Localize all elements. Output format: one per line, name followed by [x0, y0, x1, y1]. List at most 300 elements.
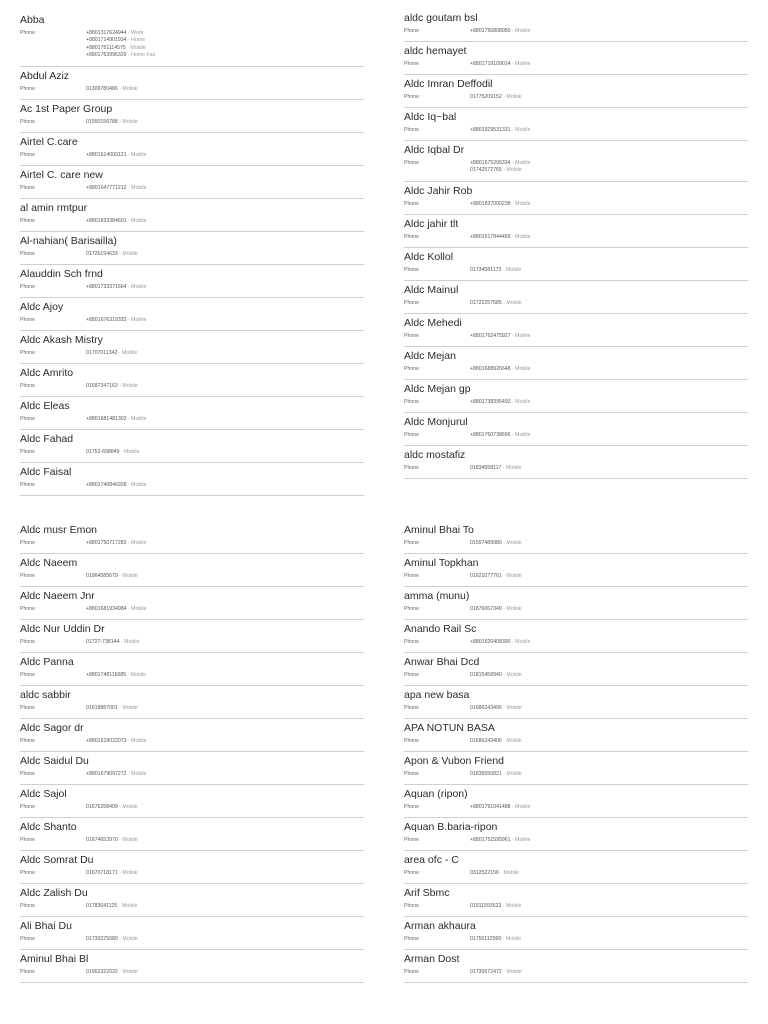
- contact-entry[interactable]: [20, 67, 364, 100]
- contact-name[interactable]: Arman Dost: [404, 953, 460, 965]
- phone-number[interactable]: 01674653970: [86, 837, 118, 843]
- label-separator: ·: [510, 28, 516, 34]
- contact-name[interactable]: Aldc Mejan: [404, 350, 456, 362]
- phone-number[interactable]: 01621077761: [470, 573, 502, 579]
- phone-label: Mobile: [506, 672, 522, 678]
- contact-name[interactable]: Aldc Eleas: [20, 400, 70, 412]
- contact-entry[interactable]: [404, 653, 748, 686]
- phone-number[interactable]: +8801676319333: [86, 317, 127, 323]
- contact-entry[interactable]: [404, 686, 748, 719]
- phone-list: [470, 540, 748, 547]
- phone-type-label: Phone: [20, 903, 36, 909]
- phone-number[interactable]: 0312522156: [470, 870, 499, 876]
- contact-entry[interactable]: [20, 265, 364, 298]
- contact-name[interactable]: Aldc Sagor dr: [20, 722, 84, 734]
- phone-line: [86, 152, 364, 159]
- contact-entry[interactable]: [20, 199, 364, 232]
- phone-row: [404, 366, 748, 373]
- phone-number[interactable]: 01815458940: [470, 672, 502, 678]
- contact-name[interactable]: Aldc Mainul: [404, 284, 459, 296]
- contact-entry[interactable]: [404, 75, 748, 108]
- contact-entry[interactable]: [404, 752, 748, 785]
- contact-name[interactable]: amma (munu): [404, 590, 470, 602]
- phone-type-label: Phone: [20, 152, 36, 158]
- contact-name[interactable]: Aldc Naeem Jnr: [20, 590, 95, 602]
- phone-label: Mobile: [122, 837, 138, 843]
- phone-number[interactable]: 01836550821: [470, 771, 502, 777]
- contact-entry[interactable]: [404, 413, 748, 446]
- phone-row: [404, 432, 748, 439]
- contact-name[interactable]: Aldc Iqbal Dr: [404, 144, 465, 156]
- phone-label: Mobile: [515, 333, 531, 339]
- contact-entry[interactable]: [20, 884, 364, 917]
- phone-label: Mobile: [121, 350, 138, 356]
- contact-entry[interactable]: [404, 248, 748, 281]
- contact-name[interactable]: apa new basa: [404, 689, 470, 701]
- phone-number[interactable]: +8801751114575: [86, 44, 126, 51]
- phone-label: Mobile: [506, 94, 522, 100]
- phone-number[interactable]: +8801688926648: [470, 366, 511, 372]
- contact-entry[interactable]: [20, 917, 364, 950]
- contact-entry[interactable]: [20, 397, 364, 430]
- phone-row: [20, 350, 364, 357]
- contact-entry[interactable]: [404, 446, 748, 479]
- contact-entry[interactable]: [20, 298, 364, 331]
- phone-line: [470, 267, 748, 274]
- label-separator: ·: [126, 771, 132, 777]
- contact-entry[interactable]: [20, 719, 364, 752]
- phone-number[interactable]: +8801746846928: [86, 482, 127, 488]
- label-separator: ·: [510, 234, 516, 240]
- phone-number[interactable]: +8801929531331: [470, 127, 511, 133]
- contact-entry[interactable]: [20, 463, 364, 496]
- phone-row: [20, 383, 364, 390]
- contact-name[interactable]: Aldc Saidul Du: [20, 755, 89, 767]
- phone-label: Mobile: [131, 606, 147, 612]
- phone-number[interactable]: 01707011342: [86, 350, 118, 356]
- label-separator: ·: [126, 152, 132, 158]
- phone-type-label: Phone: [404, 61, 420, 67]
- phone-row: [20, 317, 364, 324]
- phone-list: [470, 936, 748, 943]
- phone-number[interactable]: +8801791041488: [470, 804, 511, 810]
- label-separator: ·: [126, 672, 131, 678]
- contact-entry[interactable]: [404, 347, 748, 380]
- contact-entry[interactable]: [20, 950, 364, 983]
- phone-type-label: Phone: [20, 350, 36, 356]
- contact-name[interactable]: al amin rmtpur: [20, 202, 88, 214]
- contact-entry[interactable]: [404, 884, 748, 917]
- phone-list: [470, 738, 748, 745]
- phone-list: [86, 903, 364, 910]
- label-separator: ·: [117, 969, 123, 975]
- contact-name[interactable]: Aldc Kollol: [404, 251, 454, 263]
- phone-list: [470, 465, 748, 472]
- phone-row: [20, 540, 364, 547]
- phone-list: [86, 573, 364, 580]
- phone-row: [20, 606, 364, 613]
- contact-name[interactable]: Aminul Topkhan: [404, 557, 479, 569]
- phone-list: [86, 870, 364, 877]
- phone-number[interactable]: 01775209152: [470, 94, 502, 100]
- phone-number[interactable]: +8801681481303: [86, 416, 127, 422]
- phone-list: [470, 432, 748, 439]
- phone-number[interactable]: +8801833384601: [86, 218, 127, 224]
- phone-list: [86, 416, 364, 423]
- contact-name[interactable]: Aldc Faisal: [20, 466, 72, 478]
- phone-line: [470, 160, 748, 167]
- contact-name[interactable]: Anwar Bhai Dcd: [404, 656, 480, 668]
- contact-name[interactable]: Alauddin Sch frnd: [20, 268, 103, 280]
- contact-entry[interactable]: [404, 917, 748, 950]
- phone-number[interactable]: +8801620408390: [470, 639, 511, 645]
- phone-number[interactable]: 01962322032: [86, 969, 118, 975]
- phone-number[interactable]: 01309780486: [86, 86, 118, 92]
- phone-list: [86, 540, 364, 547]
- contact-name[interactable]: Al-nahian( Barisailla): [20, 235, 117, 247]
- contact-entry[interactable]: [404, 314, 748, 347]
- contact-name[interactable]: Aquan (ripon): [404, 788, 468, 800]
- contact-entry[interactable]: [404, 42, 748, 75]
- phone-label: Mobile: [515, 160, 531, 166]
- phone-line: [86, 969, 364, 976]
- phone-line: [86, 738, 364, 745]
- phone-type-label: Phone: [20, 969, 36, 975]
- phone-line: [86, 119, 364, 126]
- label-separator: ·: [117, 870, 123, 876]
- contact-entry[interactable]: [20, 686, 364, 719]
- phone-number[interactable]: 01670718171: [86, 870, 118, 876]
- label-separator: ·: [501, 606, 507, 612]
- contact-name[interactable]: Aldc Nur Uddin Dr: [20, 623, 105, 635]
- contact-entry[interactable]: [404, 719, 748, 752]
- contact-entry[interactable]: [404, 950, 748, 983]
- contact-entry[interactable]: [404, 818, 748, 851]
- phone-list: [86, 482, 364, 489]
- contact-name[interactable]: Ac 1st Paper Group: [20, 103, 113, 115]
- contact-name[interactable]: area ofc - C: [404, 854, 459, 866]
- phone-row: [20, 86, 364, 93]
- contact-entry[interactable]: [20, 818, 364, 851]
- contact-entry[interactable]: [404, 620, 748, 653]
- contact-entry[interactable]: [20, 851, 364, 884]
- phone-number[interactable]: 01750112990: [470, 936, 502, 942]
- phone-row: [404, 234, 748, 241]
- phone-number[interactable]: 01736672472: [470, 969, 502, 975]
- phone-label: Mobile: [506, 300, 522, 306]
- phone-line: [86, 30, 364, 37]
- phone-number[interactable]: 01686243406: [470, 705, 502, 711]
- contact-name[interactable]: Airtel C.care: [20, 136, 78, 148]
- phone-row: [404, 300, 748, 307]
- contact-name[interactable]: Arman akhaura: [404, 920, 476, 932]
- contacts-column-top-right: [404, 9, 748, 479]
- phone-number[interactable]: +8801317624944: [86, 30, 127, 36]
- contact-entry[interactable]: [20, 133, 364, 166]
- phone-row: [20, 936, 364, 943]
- contact-name[interactable]: aldc goutam bsl: [404, 12, 478, 24]
- contact-name[interactable]: APA NOTUN BASA: [404, 722, 495, 734]
- label-separator: ·: [501, 167, 507, 174]
- label-separator: ·: [501, 672, 507, 678]
- phone-number[interactable]: 01618887001: [86, 705, 118, 711]
- contact-name[interactable]: Apon & Vubon Friend: [404, 755, 505, 767]
- phone-list: [470, 639, 748, 646]
- phone-list: [470, 705, 748, 712]
- phone-line: [86, 837, 364, 844]
- phone-list: [86, 837, 364, 844]
- phone-line: [86, 482, 364, 489]
- phone-label: Mobile: [515, 837, 531, 843]
- phone-number[interactable]: +8801733371664: [86, 284, 127, 290]
- phone-label: Work: [131, 30, 144, 36]
- contact-name[interactable]: Aldc Mehedi: [404, 317, 462, 329]
- phone-number[interactable]: 01752-698849: [86, 449, 120, 455]
- phone-label: Mobile: [515, 201, 531, 207]
- contact-name[interactable]: Aldc Mejan gp: [404, 383, 471, 395]
- label-separator: ·: [501, 540, 507, 546]
- phone-line: [470, 771, 748, 778]
- contact-name[interactable]: Aldc Zalish Du: [20, 887, 88, 899]
- phone-number[interactable]: +8801750717283: [86, 540, 127, 546]
- contact-name[interactable]: Aldc Ajoy: [20, 301, 64, 313]
- phone-number[interactable]: +8801750808050: [470, 28, 511, 34]
- contact-name[interactable]: Aldc Fahad: [20, 433, 74, 445]
- phone-list: [470, 94, 748, 101]
- phone-number[interactable]: +8801748116685: [86, 672, 127, 678]
- phone-number[interactable]: 01727-738144: [86, 639, 120, 645]
- phone-line: [470, 333, 748, 340]
- phone-number[interactable]: 01742572765: [470, 167, 502, 174]
- contact-name[interactable]: aldc hemayet: [404, 45, 467, 57]
- contact-name[interactable]: Airtel C. care new: [20, 169, 103, 181]
- contact-name[interactable]: Aldc Sajol: [20, 788, 67, 800]
- contact-name[interactable]: Aldc Akash Mistry: [20, 334, 103, 346]
- phone-label: Mobile: [515, 399, 531, 405]
- label-separator: ·: [117, 705, 123, 711]
- phone-number[interactable]: 01676258409: [86, 804, 118, 810]
- contact-name[interactable]: Aminul Bhai To: [404, 524, 474, 536]
- phone-row: [20, 639, 364, 646]
- phone-type-label: Phone: [20, 383, 36, 389]
- label-separator: ·: [119, 449, 125, 455]
- phone-line: [86, 45, 364, 52]
- phone-number[interactable]: +8801738395493: [470, 399, 511, 405]
- contact-name[interactable]: aldc mostafiz: [404, 449, 466, 461]
- phone-number[interactable]: +8801647771212: [86, 185, 127, 191]
- phone-type-label: Phone: [20, 86, 36, 92]
- contact-entry[interactable]: [404, 521, 748, 554]
- contact-name[interactable]: Aldc Monjurul: [404, 416, 468, 428]
- phone-line: [470, 366, 748, 373]
- contact-name[interactable]: Aldc Amrito: [20, 367, 74, 379]
- phone-list: [86, 317, 364, 324]
- phone-type-label: Phone: [20, 317, 36, 323]
- phone-label: Mobile: [515, 366, 531, 372]
- phone-line: [86, 804, 364, 811]
- phone-number[interactable]: 01734581173: [470, 267, 502, 273]
- contact-name[interactable]: Abba: [20, 14, 45, 26]
- contact-entry[interactable]: [20, 554, 364, 587]
- phone-line: [86, 606, 364, 613]
- contacts-column-top-left: [20, 11, 364, 496]
- contact-name[interactable]: Aldc Iq~bal: [404, 111, 457, 123]
- contact-entry[interactable]: [20, 752, 364, 785]
- phone-row: [20, 573, 364, 580]
- label-separator: ·: [510, 432, 516, 438]
- phone-number[interactable]: 01876067349: [470, 606, 502, 612]
- label-separator: ·: [119, 639, 125, 645]
- contact-entry[interactable]: [404, 785, 748, 818]
- contact-entry[interactable]: [404, 554, 748, 587]
- phone-line: [470, 606, 748, 613]
- phone-row: [404, 333, 748, 340]
- phone-number[interactable]: +8801762475927: [470, 333, 511, 339]
- contact-name[interactable]: Aldc Panna: [20, 656, 74, 668]
- contact-name[interactable]: Aquan B.baria-ripon: [404, 821, 498, 833]
- phone-number[interactable]: +8801679097272: [86, 771, 127, 777]
- phone-number[interactable]: 01687347163: [86, 383, 118, 389]
- phone-list: [86, 936, 364, 943]
- contact-entry[interactable]: [404, 281, 748, 314]
- phone-row: [404, 573, 748, 580]
- phone-number[interactable]: 01783041125: [86, 903, 118, 909]
- phone-number[interactable]: +8801675206334: [470, 160, 511, 166]
- contact-name[interactable]: Anando Rail Sc: [404, 623, 477, 635]
- contact-entry[interactable]: [404, 108, 748, 141]
- contact-entry[interactable]: [20, 521, 364, 554]
- contact-name[interactable]: aldc sabbir: [20, 689, 71, 701]
- contact-name[interactable]: Aldc Jahir Rob: [404, 185, 473, 197]
- phone-type-label: Phone: [404, 804, 420, 810]
- phone-row: [20, 870, 364, 877]
- phone-number[interactable]: +8801517844459: [470, 234, 511, 240]
- contact-name[interactable]: Abdul Aziz: [20, 70, 70, 82]
- contact-entry[interactable]: [20, 100, 364, 133]
- phone-number[interactable]: +8801760738696: [470, 432, 511, 438]
- phone-number[interactable]: +8801763996329: [86, 51, 127, 58]
- contact-entry[interactable]: [404, 587, 748, 620]
- phone-list: [86, 771, 364, 778]
- phone-line: [86, 705, 364, 712]
- label-separator: ·: [126, 540, 132, 546]
- phone-label: Mobile: [122, 119, 138, 125]
- phone-label: Mobile: [124, 449, 140, 455]
- phone-number[interactable]: 01550156788: [86, 119, 118, 125]
- phone-number[interactable]: +8801614000121: [86, 152, 127, 158]
- phone-type-label: Phone: [20, 936, 36, 942]
- phone-label: Mobile: [122, 251, 138, 257]
- contact-entry[interactable]: [404, 380, 748, 413]
- contact-name[interactable]: Aldc Shanto: [20, 821, 77, 833]
- label-separator: ·: [126, 51, 132, 58]
- phone-type-label: Phone: [20, 573, 36, 579]
- phone-type-label: Phone: [20, 185, 36, 191]
- phone-label: Mobile: [122, 969, 138, 975]
- phone-number[interactable]: 01911593523: [470, 903, 502, 909]
- phone-list: [470, 870, 748, 877]
- phone-type-label: Phone: [404, 837, 420, 843]
- phone-number[interactable]: 01557489980: [470, 540, 502, 546]
- phone-type-label: Phone: [404, 573, 420, 579]
- phone-number[interactable]: 01726194633: [86, 251, 118, 257]
- contact-entry[interactable]: [20, 430, 364, 463]
- phone-number[interactable]: 01964585679: [86, 573, 118, 579]
- phone-label: Mobile: [122, 573, 138, 579]
- phone-label: Mobile: [515, 61, 531, 67]
- label-separator: ·: [126, 218, 132, 224]
- contact-entry[interactable]: [404, 215, 748, 248]
- contact-entry[interactable]: [404, 141, 748, 182]
- label-separator: ·: [510, 201, 516, 207]
- phone-line: [86, 639, 364, 646]
- contact-entry[interactable]: [20, 364, 364, 397]
- phone-label: Mobile: [122, 870, 138, 876]
- phone-list: [470, 804, 748, 811]
- contact-entry[interactable]: [20, 785, 364, 818]
- contact-entry[interactable]: [404, 9, 748, 42]
- phone-number[interactable]: 01834558117: [470, 465, 502, 471]
- phone-type-label: Phone: [404, 333, 420, 339]
- contact-entry[interactable]: [20, 620, 364, 653]
- phone-label: Mobile: [515, 234, 531, 240]
- phone-number[interactable]: 01733225080: [86, 936, 118, 942]
- phone-type-label: Phone: [20, 119, 36, 125]
- contact-name[interactable]: Aldc Naeem: [20, 557, 78, 569]
- phone-number[interactable]: +8801681934984: [86, 606, 127, 612]
- phone-label: Mobile: [506, 738, 522, 744]
- contact-name[interactable]: Aminul Bhai Bl: [20, 953, 89, 965]
- phone-type-label: Phone: [404, 366, 420, 372]
- phone-line: [86, 903, 364, 910]
- phone-number[interactable]: +8801837000238: [470, 201, 511, 207]
- phone-number[interactable]: +8801618022073: [86, 738, 127, 744]
- phone-list: [470, 267, 748, 274]
- phone-number[interactable]: 01686243406: [470, 738, 502, 744]
- phone-list: [470, 969, 748, 976]
- contact-name[interactable]: Ali Bhai Du: [20, 920, 72, 932]
- contact-name[interactable]: Aldc musr Emon: [20, 524, 98, 536]
- contact-entry[interactable]: [20, 653, 364, 686]
- phone-row: [404, 705, 748, 712]
- label-separator: ·: [117, 119, 123, 125]
- phone-label: Mobile: [505, 936, 522, 942]
- phone-number[interactable]: +8801719109014: [470, 61, 511, 67]
- phone-list: [470, 201, 748, 208]
- contact-entry[interactable]: [20, 166, 364, 199]
- contact-entry[interactable]: [404, 182, 748, 215]
- phone-number[interactable]: +8801714901934: [86, 37, 127, 44]
- contact-name[interactable]: Arif Sbmc: [404, 887, 450, 899]
- contact-entry[interactable]: [404, 851, 748, 884]
- phone-type-label: Phone: [404, 201, 420, 207]
- contact-name[interactable]: Aldc Somrat Du: [20, 854, 94, 866]
- phone-row: [20, 837, 364, 844]
- phone-number[interactable]: 01722257585: [470, 300, 502, 306]
- phone-list: [86, 152, 364, 159]
- phone-number[interactable]: +8801751595961: [470, 837, 511, 843]
- label-separator: ·: [126, 606, 132, 612]
- label-separator: ·: [510, 804, 516, 810]
- contact-entry[interactable]: [20, 587, 364, 620]
- phone-label: Mobile: [131, 152, 147, 158]
- contact-name[interactable]: Aldc jahir tlt: [404, 218, 459, 230]
- phone-row: [404, 672, 748, 679]
- contact-name[interactable]: Aldc Imran Deffodil: [404, 78, 493, 90]
- contact-entry[interactable]: [20, 11, 364, 67]
- contact-entry[interactable]: [20, 331, 364, 364]
- contact-entry[interactable]: [20, 232, 364, 265]
